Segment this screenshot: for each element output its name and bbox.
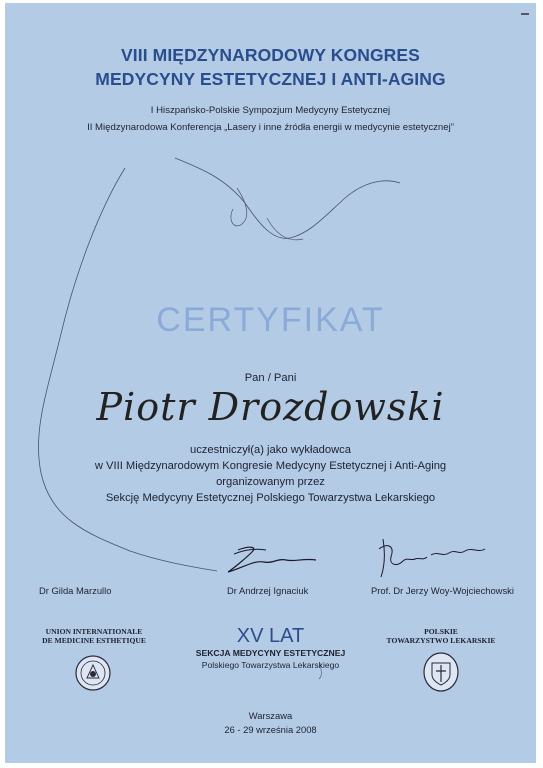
right-organization xyxy=(371,627,511,645)
event-dates: 26 - 29 września 2008 xyxy=(224,724,317,735)
anniversary-label: XV LAT xyxy=(236,625,305,647)
certificate-sheet xyxy=(5,3,536,763)
section-name: SEKCJA MEDYCYNY ESTETYCZNEJ xyxy=(195,648,346,658)
certificate-heading: CERTYFIKAT xyxy=(156,301,385,339)
right-org-line1: POLSKIE xyxy=(424,627,458,636)
recipient-name: Piotr Drozdowski xyxy=(96,385,445,429)
right-org-line2: TOWARZYSTWO LEKARSKIE xyxy=(386,636,496,645)
organizer-intro-line: organizowanym przez xyxy=(216,476,325,488)
signatory-marzullo: Dr Gilda Marzullo xyxy=(39,585,112,596)
signature-ignaciuk xyxy=(220,538,330,578)
signature-woy-wojciechowski xyxy=(373,531,503,586)
conference-subtitle: II Międzynarodowa Konferencja „Lasery i inne źródła energii w medycynie estetycznej” xyxy=(87,122,454,133)
organizer-line: Sekcję Medycyny Estetycznej Polskiego Towarzystwa Lekarskiego xyxy=(105,492,436,504)
participation-line: uczestniczył(a) jako wykładowca xyxy=(189,444,352,456)
congress-line: w VIII Międzynarodowym Kongresie Medycyny Estetycznej i Anti-Aging xyxy=(94,460,447,472)
city: Warszawa xyxy=(248,710,293,721)
symposium-subtitle: I Hiszpańsko-Polskie Sympozjum Medycyny Estetycznej xyxy=(150,105,391,116)
ptl-emblem-icon xyxy=(422,651,460,693)
signatory-ignaciuk: Dr Andrzej Ignaciuk xyxy=(227,585,309,596)
left-org-line2: DE MEDICINE ESTHETIQUE xyxy=(42,636,146,645)
signatory-woy-wojciechowski: Prof. Dr Jerzy Woy-Wojciechowski xyxy=(371,585,514,596)
salutation: Pan / Pani xyxy=(244,372,297,384)
left-org-line1: UNION INTERNATIONALE xyxy=(45,627,143,636)
congress-title-line1: VIII MIĘDZYNARODOWY KONGRES xyxy=(121,45,420,65)
congress-title-line2: MEDYCYNY ESTETYCZNEJ I ANTI-AGING xyxy=(95,69,446,89)
society-name: Polskiego Towarzystwa Lekarskiego xyxy=(201,660,340,670)
